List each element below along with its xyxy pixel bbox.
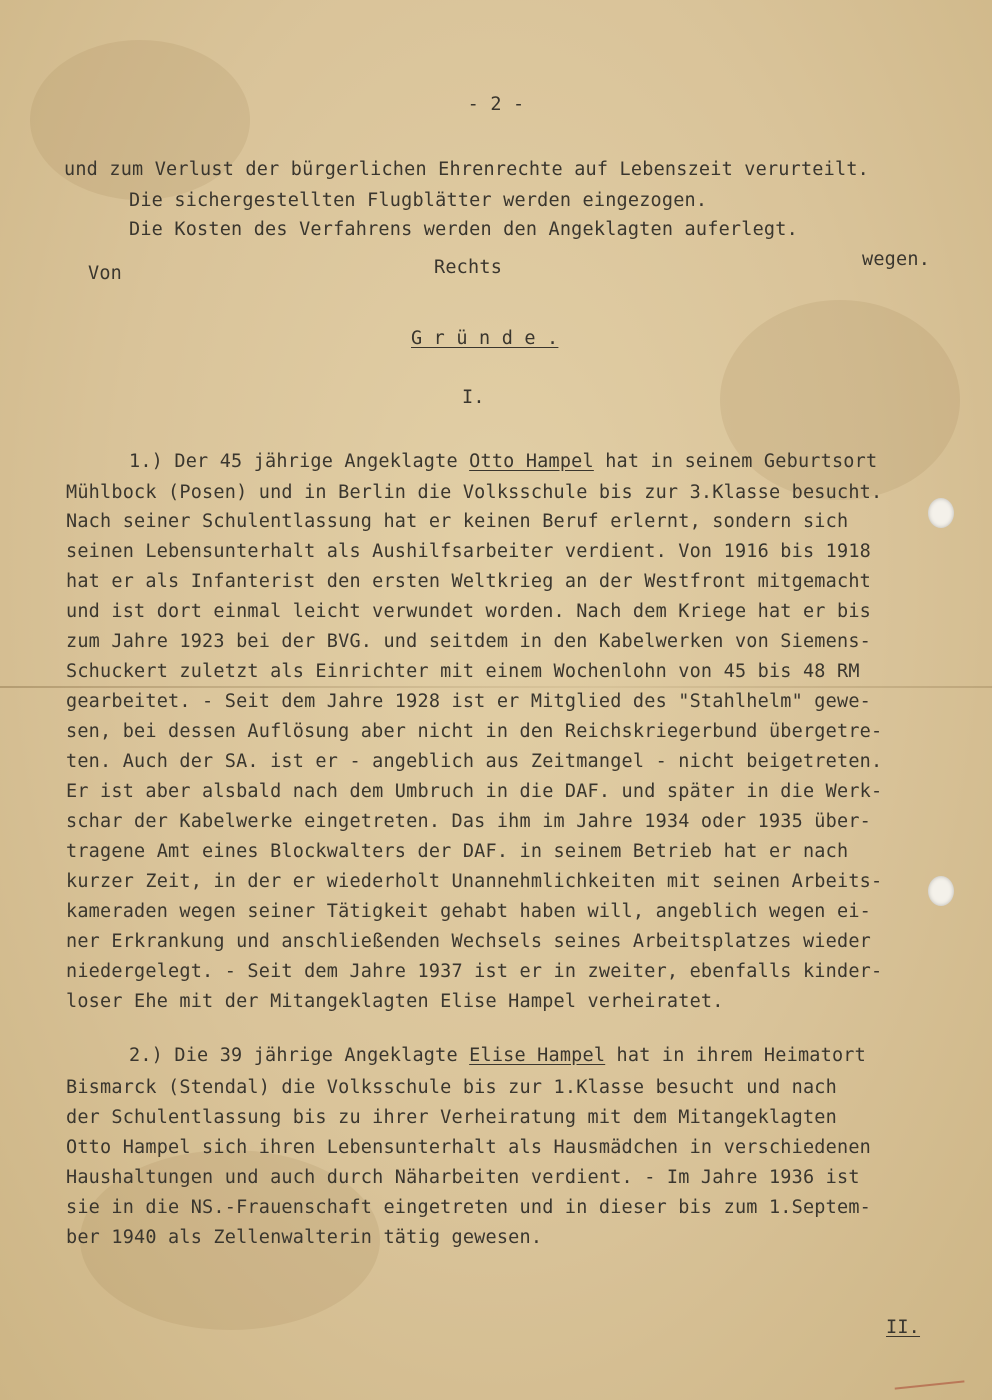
- paragraph-line: zum Jahre 1923 bei der BVG. und seitdem in den Kabelwerken von Siemens-: [66, 631, 871, 652]
- paragraph-line: der Schulentlassung bis zu ihrer Verheiratung mit dem Mitangeklagten: [66, 1107, 837, 1128]
- paragraph-line: Bismarck (Stendal) die Volksschule bis zur 1.Klasse besucht und nach: [66, 1077, 837, 1098]
- paragraph-lead: 1.) Der 45 jährige Angeklagte: [129, 451, 470, 472]
- paragraph-line: seinen Lebensunterhalt als Aushilfsarbeiter verdient. Von 1916 bis 1918: [66, 541, 871, 562]
- paragraph-line: niedergelegt. - Seit dem Jahre 1937 ist er in zweiter, ebenfalls kinder-: [66, 961, 883, 982]
- punch-hole: [928, 876, 954, 906]
- paragraph-lead: 2.) Die 39 jährige Angeklagte: [129, 1045, 470, 1066]
- next-section-numeral: II.: [886, 1317, 921, 1338]
- edge-mark: [895, 1380, 966, 1397]
- section-heading: G r ü n d e .: [411, 328, 559, 349]
- paragraph-line: Haushaltungen und auch durch Näharbeiten verdient. - Im Jahre 1936 ist: [66, 1167, 860, 1188]
- section-numeral: I.: [462, 387, 485, 408]
- verdict-middle: Rechts: [434, 257, 503, 278]
- defendant-name: Elise Hampel: [469, 1045, 606, 1066]
- paragraph-line: ber 1940 als Zellenwalterin tätig gewesen.: [66, 1227, 543, 1248]
- paragraph-line: gearbeitet. - Seit dem Jahre 1928 ist er Mitglied des "Stahlhelm" gewe-: [66, 691, 871, 712]
- paragraph-2-first-line: [129, 1044, 866, 1068]
- paragraph-line: sie in die NS.-Frauenschaft eingetreten und in dieser bis zum 1.Septem-: [66, 1197, 871, 1218]
- paragraph-lead-rest: hat in seinem Geburtsort: [593, 451, 878, 472]
- paragraph-line: Nach seiner Schulentlassung hat er keinen Beruf erlernt, sondern sich: [66, 511, 849, 532]
- paragraph-line: ten. Auch der SA. ist er - angeblich aus Zeitmangel - nicht beigetreten.: [66, 751, 883, 772]
- punch-hole: [928, 498, 954, 528]
- intro-line: und zum Verlust der bürgerlichen Ehrenrechte auf Lebenszeit verurteilt.: [64, 159, 869, 180]
- paragraph-line: Otto Hampel sich ihren Lebensunterhalt als Hausmädchen in verschiedenen: [66, 1137, 871, 1158]
- paragraph-line: sen, bei dessen Auflösung aber nicht in den Reichskriegerbund übergetre-: [66, 721, 883, 742]
- intro-line: Die sichergestellten Flugblätter werden eingezogen.: [129, 190, 708, 211]
- paragraph-line: ner Erkrankung und anschließenden Wechsels seines Arbeitsplatzes wieder: [66, 931, 871, 952]
- intro-line: Die Kosten des Verfahrens werden den Angeklagten auferlegt.: [129, 219, 798, 240]
- paragraph-line: tragene Amt eines Blockwalters der DAF. in seinem Betrieb hat er nach: [66, 841, 849, 862]
- paragraph-1-first-line: [129, 450, 877, 474]
- verdict-left: Von: [88, 263, 123, 284]
- paragraph-line: loser Ehe mit der Mitangeklagten Elise Hampel verheiratet.: [66, 991, 724, 1012]
- page-number: - 2 -: [467, 94, 525, 115]
- verdict-right: wegen.: [862, 249, 931, 270]
- paragraph-line: hat er als Infanterist den ersten Weltkrieg an der Westfront mitgemacht: [66, 571, 871, 592]
- paper-fold: [0, 686, 992, 688]
- paragraph-line: kurzer Zeit, in der er wiederholt Unannehmlichkeiten mit seinen Arbeits-: [66, 871, 883, 892]
- paragraph-line: und ist dort einmal leicht verwundet worden. Nach dem Kriege hat er bis: [66, 601, 871, 622]
- paragraph-line: schar der Kabelwerke eingetreten. Das ihm im Jahre 1934 oder 1935 über-: [66, 811, 871, 832]
- paragraph-line: Er ist aber alsbald nach dem Umbruch in die DAF. und später in die Werk-: [66, 781, 883, 802]
- paragraph-line: Schuckert zuletzt als Einrichter mit einem Wochenlohn von 45 bis 48 RM: [66, 661, 860, 682]
- paragraph-line: kameraden wegen seiner Tätigkeit gehabt haben will, angeblich wegen ei-: [66, 901, 871, 922]
- defendant-name: Otto Hampel: [469, 451, 594, 472]
- paragraph-lead-rest: hat in ihrem Heimatort: [605, 1045, 866, 1066]
- paragraph-line: Mühlbock (Posen) und in Berlin die Volksschule bis zur 3.Klasse besucht.: [66, 482, 883, 503]
